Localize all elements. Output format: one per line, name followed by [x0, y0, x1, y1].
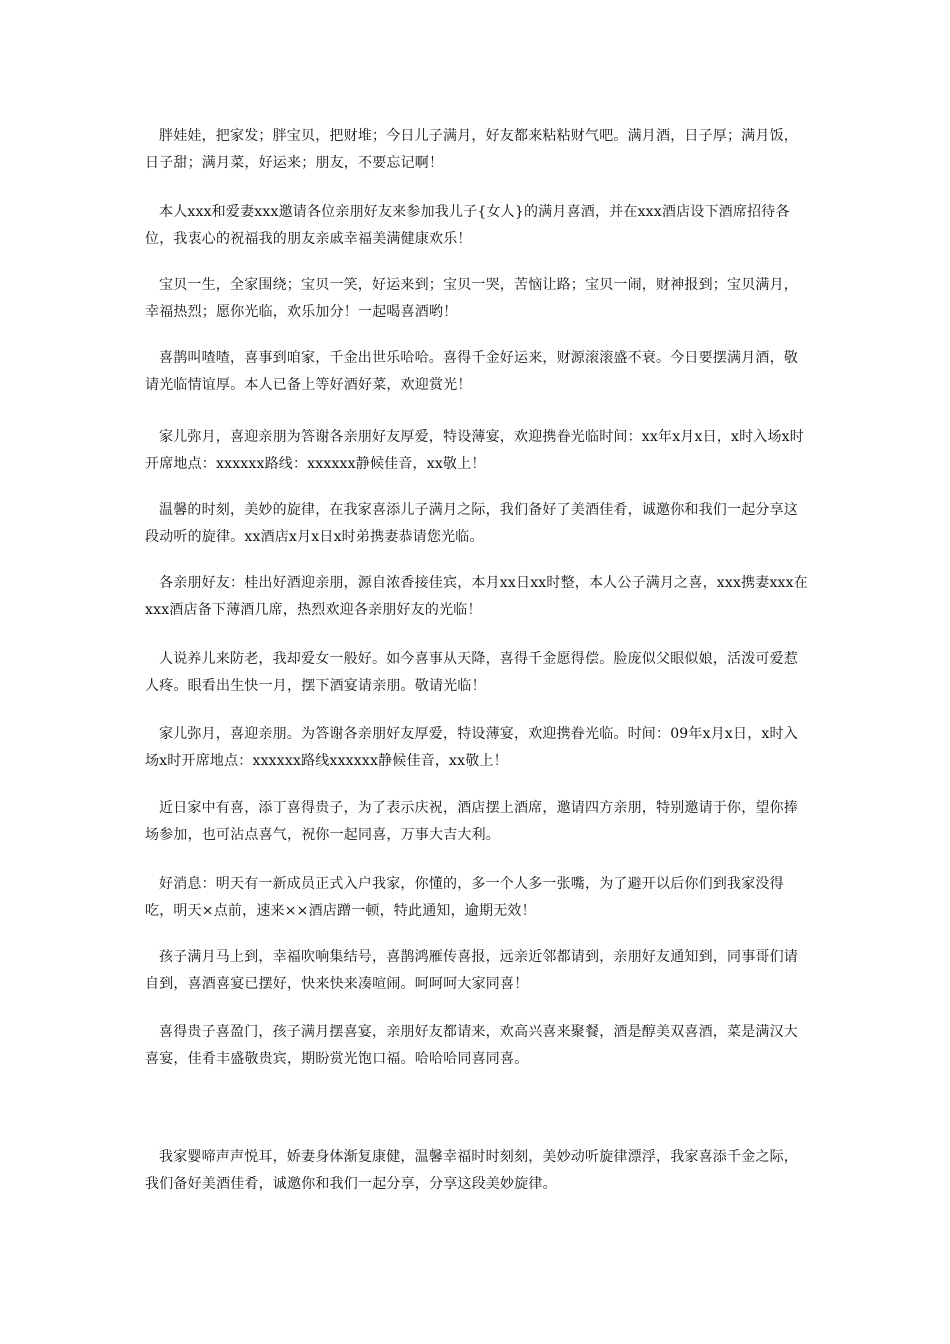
- paragraph-9: 家儿弥月，喜迎亲朋。为答谢各亲朋好友厚爱，特设薄宴，欢迎携眷光临。时间：09年x月x日，x时入场x时开席地点：xxxxxx路线xxxxxx静候佳音，xx敬上！: [145, 726, 798, 769]
- paragraph-6: 温馨的时刻，美妙的旋律，在我家喜添儿子满月之际，我们备好了美酒佳肴，诚邀你和我们一起分享这段动听的旋律。xx酒店x月x日x时弟携妻恭请您光临。: [145, 502, 798, 545]
- paragraph-14: 我家婴啼声声悦耳，娇妻身体渐复康健，温馨幸福时时刻刻，美妙动听旋律漂浮，我家喜添千金之际，我们备好美酒佳肴，诚邀你和我们一起分享，分享这段美妙旋律。: [145, 1149, 798, 1192]
- paragraph-11: 好消息：明天有一新成员正式入户我家，你懂的，多一个人多一张嘴，为了避开以后你们到我家没得吃，明天×点前，速来××酒店蹭一顿，特此通知，逾期无效！: [145, 876, 784, 919]
- paragraph-7: 各亲朋好友：桂出好酒迎亲朋，源自浓香接佳宾，本月xx日xx时整，本人公子满月之喜，xxx携妻xxx在xxx酒店备下薄酒几席，热烈欢迎各亲朋好友的光临！: [145, 575, 808, 618]
- paragraph-3: 宝贝一生，全家围绕；宝贝一笑，好运来到；宝贝一哭，苦恼让路；宝贝一闹，财神报到；宝贝满月，幸福热烈；愿你光临，欢乐加分！一起喝喜酒哟！: [145, 277, 798, 320]
- paragraph-1: 胖娃娃，把家发；胖宝贝，把财堆；今日儿子满月，好友都来粘粘财气吧。满月酒，日子厚；满月饭，日子甜；满月菜，好运来；朋友，不要忘记啊！: [145, 128, 798, 171]
- paragraph-10: 近日家中有喜，添丁喜得贵子，为了表示庆祝，酒店摆上酒席，邀请四方亲朋，特别邀请于你，望你捧场参加，也可沾点喜气，祝你一起同喜，万事大吉大利。: [145, 800, 798, 843]
- paragraph-8: 人说养儿来防老，我却爱女一般好。如今喜事从天降，喜得千金愿得偿。脸庞似父眼似娘，活泼可爱惹人疼。眼看出生快一月，摆下酒宴请亲朋。敬请光临！: [145, 651, 798, 694]
- paragraph-5: 家儿弥月，喜迎亲朋为答谢各亲朋好友厚爱，特设薄宴，欢迎携眷光临时间：xx年x月x日，x时入场x时开席地点：xxxxxx路线：xxxxxx静候佳音，xx敬上！: [145, 429, 804, 472]
- paragraph-12: 孩子满月马上到，幸福吹响集结号，喜鹊鸿雁传喜报，远亲近邻都请到，亲朋好友通知到，同事哥们请自到，喜酒喜宴已摆好，快来快来凑喧闹。呵呵呵大家同喜！: [145, 949, 798, 992]
- paragraph-13: 喜得贵子喜盈门，孩子满月摆喜宴，亲朋好友都请来，欢高兴喜来聚餐，酒是醇美双喜酒，菜是满汉大喜宴，佳肴丰盛敬贵宾，期盼赏光饱口福。哈哈哈同喜同喜。: [145, 1024, 798, 1067]
- paragraph-4: 喜鹊叫喳喳，喜事到咱家，千金出世乐哈哈。喜得千金好运来，财源滚滚盛不衰。今日要摆满月酒，敬请光临情谊厚。本人已备上等好酒好菜，欢迎赏光！: [145, 350, 798, 393]
- paragraph-2: 本人xxx和爱妻xxx邀请各位亲朋好友来参加我儿子{女人}的满月喜酒，并在xxx酒店设下酒席招待各位，我衷心的祝福我的朋友亲戚幸福美满健康欢乐！: [145, 204, 790, 247]
